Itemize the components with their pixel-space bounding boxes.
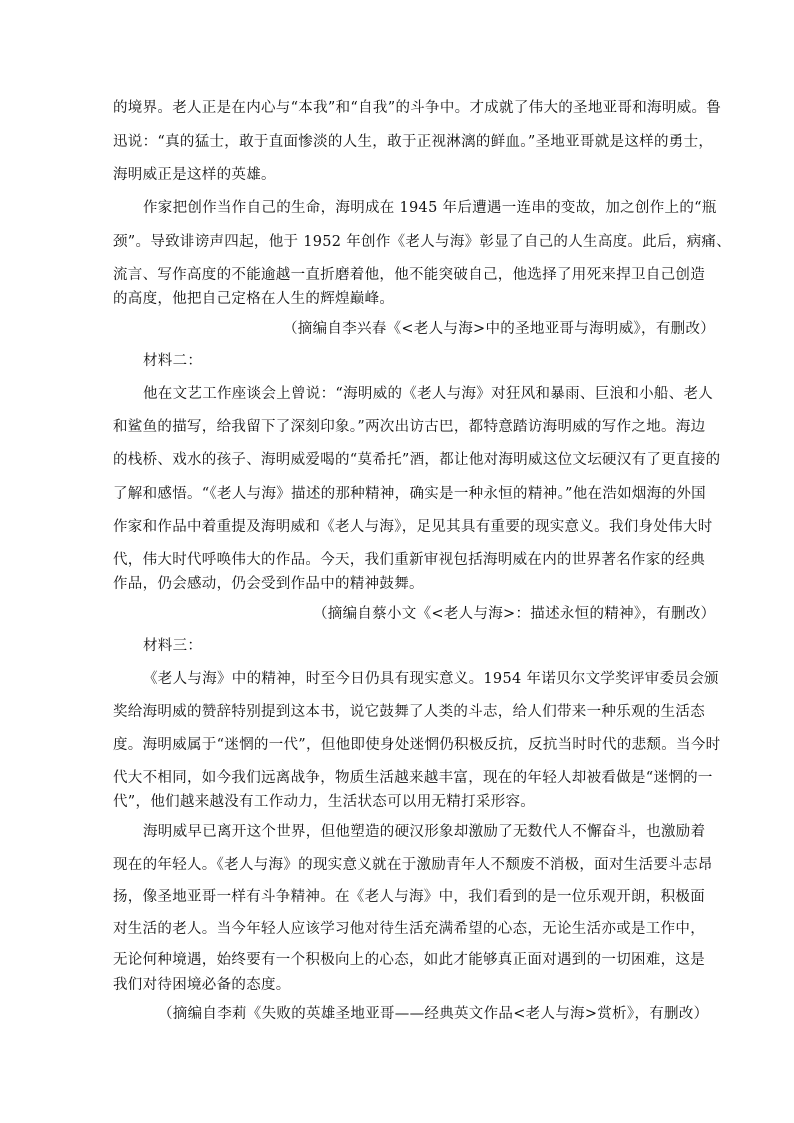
text-line: 海明威早已离开这个世界，但他塑造的硬汉形象却激励了无数代人不懈奋斗，也激励着 bbox=[143, 824, 706, 840]
text-line: 代，伟大时代呼唤伟大的作品。今天，我们重新审视包括海明威在内的世界著名作家的经典 bbox=[113, 552, 705, 568]
text-line: 的境界。老人正是在内心与“本我”和“自我”的斗争中。才成就了伟大的圣地亚哥和海明威。鲁 bbox=[113, 100, 722, 116]
text-line: 了解和感悟。“《老人与海》描述的那种精神，确实是一种永恒的精神。”他在浩如烟海的外国 bbox=[113, 486, 706, 502]
text-line: 代大不相同，如今我们远离战争，物质生活越来越丰富，现在的年轻人却被看做是“迷惘的一 bbox=[113, 770, 713, 786]
text-line: 流言、写作高度的不能逾越一直折磨着他，他不能突破自己，他选择了用死来捍卫自己创造 bbox=[113, 267, 705, 283]
text-line: 度。海明威属于“迷惘的一代”，但他即使身处迷惘仍积极反抗，反抗当时时代的悲颓。当今时 bbox=[113, 737, 721, 753]
text-line: 奖给海明威的赞辞特别提到这本书，说它鼓舞了人类的斗志，给人们带来一种乐观的生活态 bbox=[113, 704, 705, 720]
text-line: 我们对待困境必备的态度。 bbox=[113, 977, 291, 993]
text-line: 作品，仍会感动，仍会受到作品中的精神鼓舞。 bbox=[113, 576, 424, 592]
text-line: 作家把创作当作自己的生命，海明成在 1945 年后遭遇一连串的变故，加之创作上的“瓶 bbox=[143, 200, 717, 216]
text-line: 迅说：“真的猛士，敢于直面惨淡的人生，敢于正视淋漓的鲜血。”圣地亚哥就是这样的勇士， bbox=[113, 134, 714, 150]
text-line: 作家和作品中着重提及海明威和《老人与海》，足见其具有重要的现实意义。我们身处伟大时 bbox=[113, 519, 713, 535]
text-line: 《老人与海》中的精神，时至今日仍具有现实意义。1954 年诺贝尔文学奖评审委员会颁 bbox=[143, 671, 719, 687]
text-line: 扬，像圣地亚哥一样有斗争精神。在《老人与海》中，我们看到的是一位乐观开朗，积极面 bbox=[113, 889, 705, 905]
text-line: 代”，他们越来越没有工作动力，生活状态可以用无精打采形容。 bbox=[113, 794, 536, 810]
text-line: 颈”。导致诽谤声四起，他于 1952 年创作《老人与海》彰显了自己的人生高度。此后，病痛、 bbox=[113, 234, 732, 250]
text-line: 海明威正是这样的英雄。 bbox=[113, 167, 276, 183]
source-citation: （摘编自蔡小文《<老人与海>：描述永恒的精神》，有删改） bbox=[313, 606, 716, 622]
source-citation: （摘编自李莉《失败的英雄圣地亚哥——经典英文作品<老人与海>赏析》，有删改） bbox=[158, 1006, 709, 1022]
text-line: 的栈桥、戏水的孩子、海明威爱喝的“莫希托”酒，都让他对海明威这位文坛硬汉有了更直接的 bbox=[113, 452, 721, 468]
text-line: 的高度，他把自己定格在人生的辉煌巅峰。 bbox=[113, 291, 395, 307]
section-heading: 材料二： bbox=[143, 353, 203, 369]
section-heading: 材料三： bbox=[143, 638, 203, 654]
text-line: 和鲨鱼的描写，给我留下了深刻印象。”两次出访古巴，都特意踏访海明威的写作之地。海边 bbox=[113, 419, 706, 435]
text-line: 现在的年轻人。《老人与海》的现实意义就在于激励青年人不颓废不消极，面对生活要斗志昂 bbox=[113, 857, 713, 873]
text-line: 他在文艺工作座谈会上曾说：“海明威的《老人与海》对狂风和暴雨、巨浪和小船、老人 bbox=[143, 386, 714, 402]
text-line: 无论何种境遇，始终要有一个积极向上的心态，如此才能够真正面对遇到的一切困难，这是 bbox=[113, 952, 705, 968]
text-line: 对生活的老人。当今年轻人应该学习他对待生活充满希望的心态，无论生活亦或是工作中， bbox=[113, 921, 705, 937]
source-citation: （摘编自李兴春《<老人与海>中的圣地亚哥与海明威》，有删改） bbox=[283, 321, 716, 337]
